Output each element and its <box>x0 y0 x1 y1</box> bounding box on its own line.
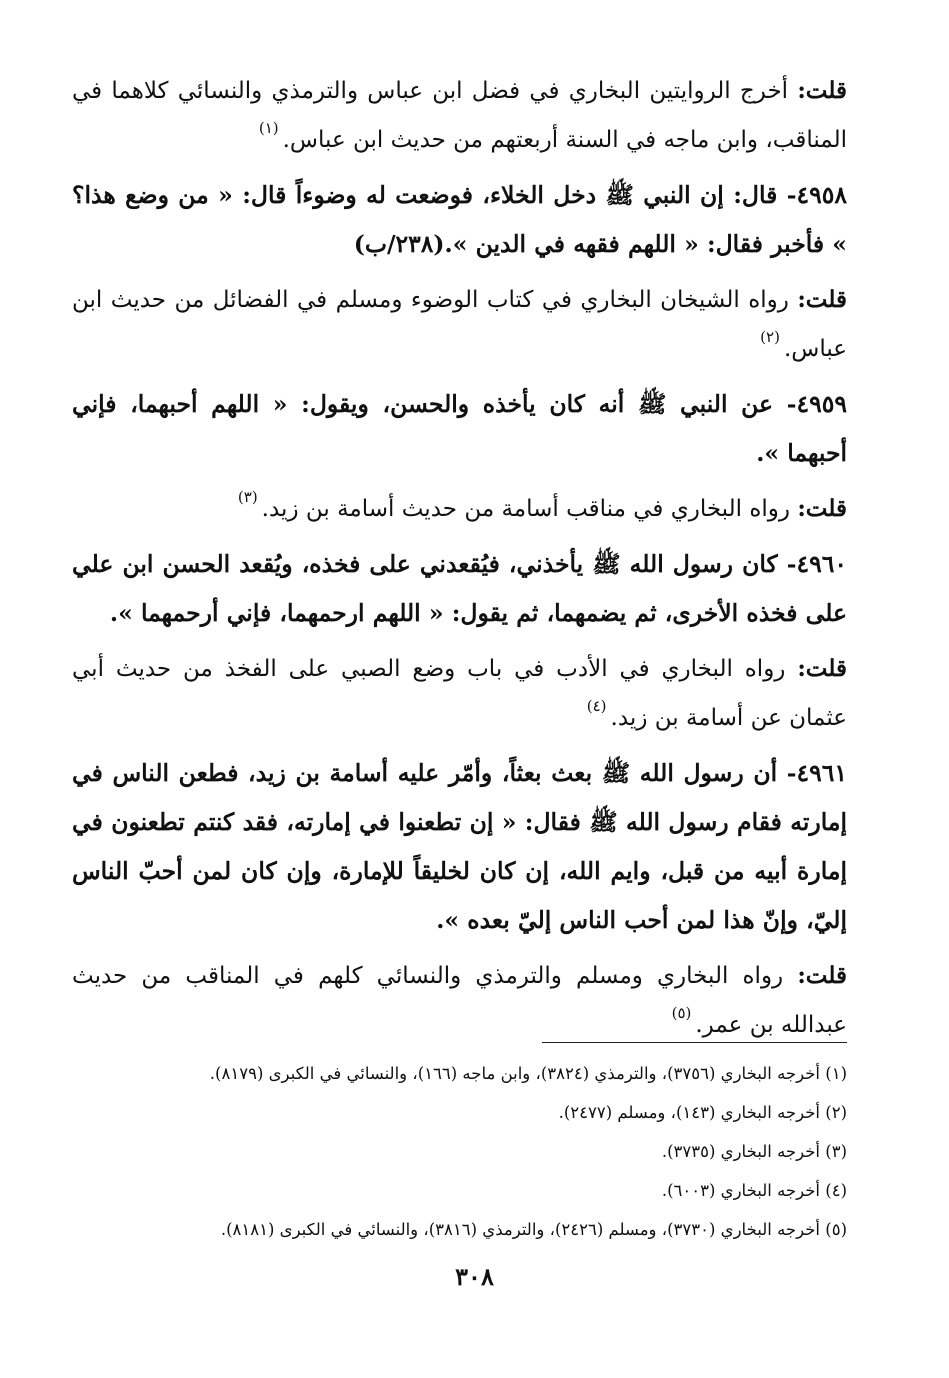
paragraph-lead: قلت: <box>797 962 847 989</box>
hadith-paragraph <box>72 540 847 638</box>
paragraph-text: رواه البخاري في مناقب أسامة من حديث أسامة بن زيد. <box>261 496 798 522</box>
paragraph-text: رواه البخاري ومسلم والترمذي والنسائي كلهم في المناقب من حديث عبدالله بن عمر. <box>72 963 847 1038</box>
commentary-paragraph <box>72 951 847 1050</box>
paragraph-text: رواه البخاري في الأدب في باب وضع الصبي على الفخذ من حديث أبي عثمان عن أسامة بن زيد. <box>72 656 847 731</box>
footnote-ref[interactable]: (١) <box>258 119 279 137</box>
hadith-text: ٤٩٦١- أن رسول الله ﷺ بعث بعثاً، وأمّر عليه أسامة بن زيد، فطعن الناس في إمارته فقام رسول الله ﷺ فقال: « إن تطعنوا في إمارته، فقد كنتم تطعنون في إمارة أبيه من قبل، وايم الله، إن كان لخليقاً للإمارة، وإن كان لمن أحبّ الناس إليّ، وإنّ هذا لمن أحب الناس إليّ بعده ». <box>72 759 847 934</box>
footnote-ref[interactable]: (٣) <box>237 488 258 506</box>
paragraph-lead: قلت: <box>797 286 847 313</box>
paragraph-text: رواه الشيخان البخاري في كتاب الوضوء ومسلم في الفضائل من حديث ابن عباس. <box>72 287 847 362</box>
hadith-text: ٤٩٦٠- كان رسول الله ﷺ يأخذني، فيُقعدني على فخذه، ويُقعد الحسن ابن علي على فخذه الأخرى، ثم يضمهما، ثم يقول: « اللهم ارحمهما، فإني أرحمهما ». <box>72 550 847 627</box>
commentary-paragraph <box>72 484 847 534</box>
footnote-ref[interactable]: (٥) <box>671 1004 692 1022</box>
hadith-paragraph <box>72 749 847 945</box>
paragraph-text: أخرج الروايتين البخاري في فضل ابن عباس والترمذي والنسائي كلاهما في المناقب، وابن ماجه في السنة أربعتهم من حديث ابن عباس. <box>72 78 847 153</box>
footnote-item: (١) أخرجه البخاري (٣٧٥٦)، والترمذي (٣٨٢٤)، وابن ماجه (١٦٦)، والنسائي في الكبرى (٨١٧٩). <box>209 1064 847 1083</box>
footnote-item: (٢) أخرجه البخاري (١٤٣)، ومسلم (٢٤٧٧). <box>558 1103 847 1122</box>
hadith-text: ٤٩٥٨- قال: إن النبي ﷺ دخل الخلاء، فوضعت له وضوءاً قال: « من وضع هذا؟ » فأخبر فقال: « اللهم فقهه في الدين ».(٢٣٨/ب) <box>72 181 847 258</box>
hadith-paragraph <box>72 171 847 269</box>
main-text <box>72 66 847 1056</box>
page-number: ٣٠٨ <box>455 1262 494 1291</box>
hadith-paragraph <box>72 380 847 478</box>
footnote-item: (٣) أخرجه البخاري (٣٧٣٥). <box>661 1142 847 1161</box>
footnotes <box>72 1054 847 1249</box>
hadith-text: ٤٩٥٩- عن النبي ﷺ أنه كان يأخذه والحسن، ويقول: « اللهم أحبهما، فإني أحبهما ». <box>72 390 847 467</box>
footnote-item: (٥) أخرجه البخاري (٣٧٣٠)، ومسلم (٢٤٢٦)، والترمذي (٣٨١٦)، والنسائي في الكبرى (٨١٨١). <box>220 1220 847 1239</box>
footnote-ref[interactable]: (٤) <box>586 697 607 715</box>
paragraph-lead: قلت: <box>797 77 847 104</box>
commentary-paragraph <box>72 66 847 165</box>
footnote-divider <box>542 1042 847 1043</box>
footnote-ref[interactable]: (٢) <box>760 328 780 346</box>
paragraph-lead: قلت: <box>797 655 847 682</box>
commentary-paragraph <box>72 275 847 374</box>
footnote-item: (٤) أخرجه البخاري (٦٠٠٣). <box>661 1181 847 1200</box>
paragraph-lead: قلت: <box>797 495 847 522</box>
commentary-paragraph <box>72 644 847 743</box>
